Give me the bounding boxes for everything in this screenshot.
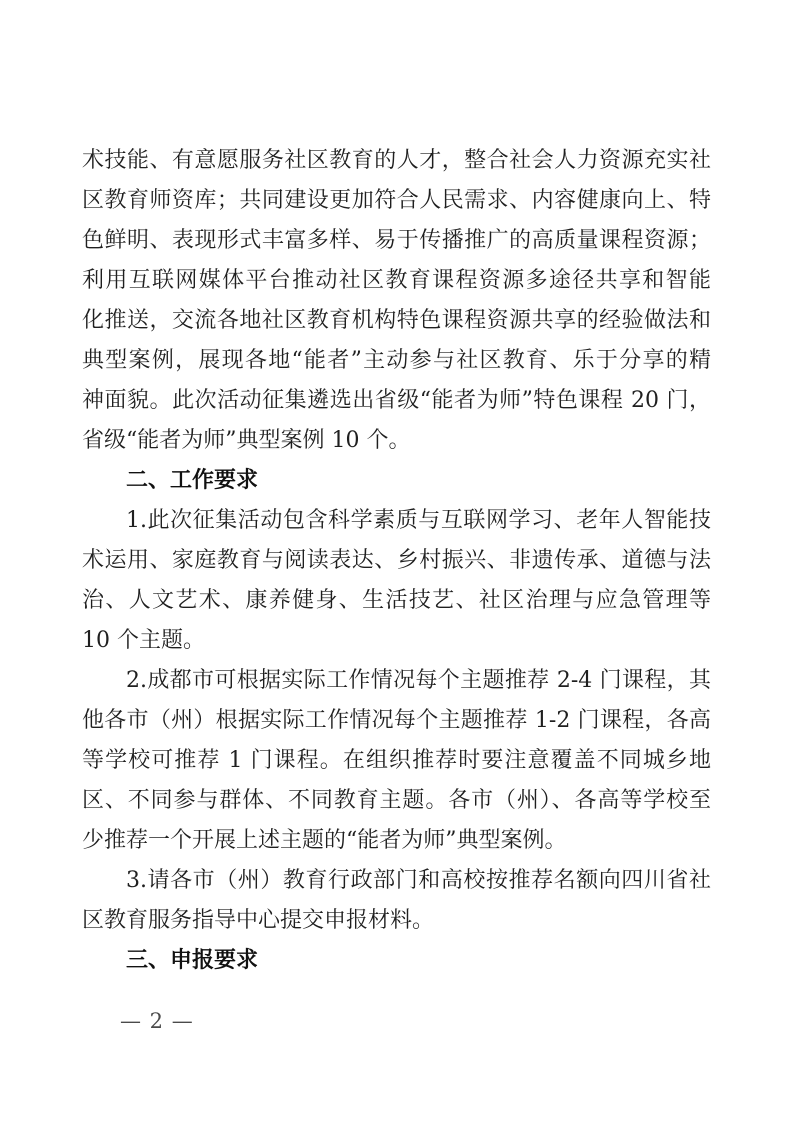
document-line: 10 个主题。 xyxy=(82,628,205,653)
page-number: — 2 — xyxy=(120,1009,194,1033)
document-line: 少推荐一个开展上述主题的“能者为师”典型案例。 xyxy=(82,828,567,853)
document-line: 治、人文艺术、康养健身、生活技艺、社区治理与应急管理等 xyxy=(82,588,711,613)
document-line: 1.此次征集活动包含科学素质与互联网学习、老年人智能技 xyxy=(126,508,711,533)
document-line: 3.请各市（州）教育行政部门和高校按推荐名额向四川省社 xyxy=(126,868,711,893)
document-line: 区教育师资库；共同建设更加符合人民需求、内容健康向上、特 xyxy=(82,188,711,213)
document-line: 术技能、有意愿服务社区教育的人才，整合社会人力资源充实社 xyxy=(82,148,711,173)
document-line: 2.成都市可根据实际工作情况每个主题推荐 2-4 门课程，其 xyxy=(126,668,711,693)
section-heading-application-requirements: 三、申报要求 xyxy=(126,948,259,973)
document-line: 典型案例，展现各地“能者”主动参与社区教育、乐于分享的精 xyxy=(82,348,711,373)
document-line: 色鲜明、表现形式丰富多样、易于传播推广的高质量课程资源； xyxy=(82,228,711,253)
document-line: 神面貌。此次活动征集遴选出省级“能者为师”特色课程 20 门， xyxy=(82,388,711,413)
document-line: 等学校可推荐 1 门课程。在组织推荐时要注意覆盖不同城乡地 xyxy=(82,748,711,773)
document-line: 他各市（州）根据实际工作情况每个主题推荐 1-2 门课程，各高 xyxy=(82,708,711,733)
document-text-block xyxy=(82,141,711,981)
section-heading-work-requirements: 二、工作要求 xyxy=(126,468,259,493)
document-line: 省级“能者为师”典型案例 10 个。 xyxy=(82,428,411,453)
document-line: 利用互联网媒体平台推动社区教育课程资源多途径共享和智能 xyxy=(82,268,711,293)
document-line: 术运用、家庭教育与阅读表达、乡村振兴、非遗传承、道德与法 xyxy=(82,548,711,573)
document-line: 区、不同参与群体、不同教育主题。各市（州）、各高等学校至 xyxy=(82,788,711,813)
document-line: 化推送，交流各地社区教育机构特色课程资源共享的经验做法和 xyxy=(82,308,711,333)
document-line: 区教育服务指导中心提交申报材料。 xyxy=(82,908,435,933)
